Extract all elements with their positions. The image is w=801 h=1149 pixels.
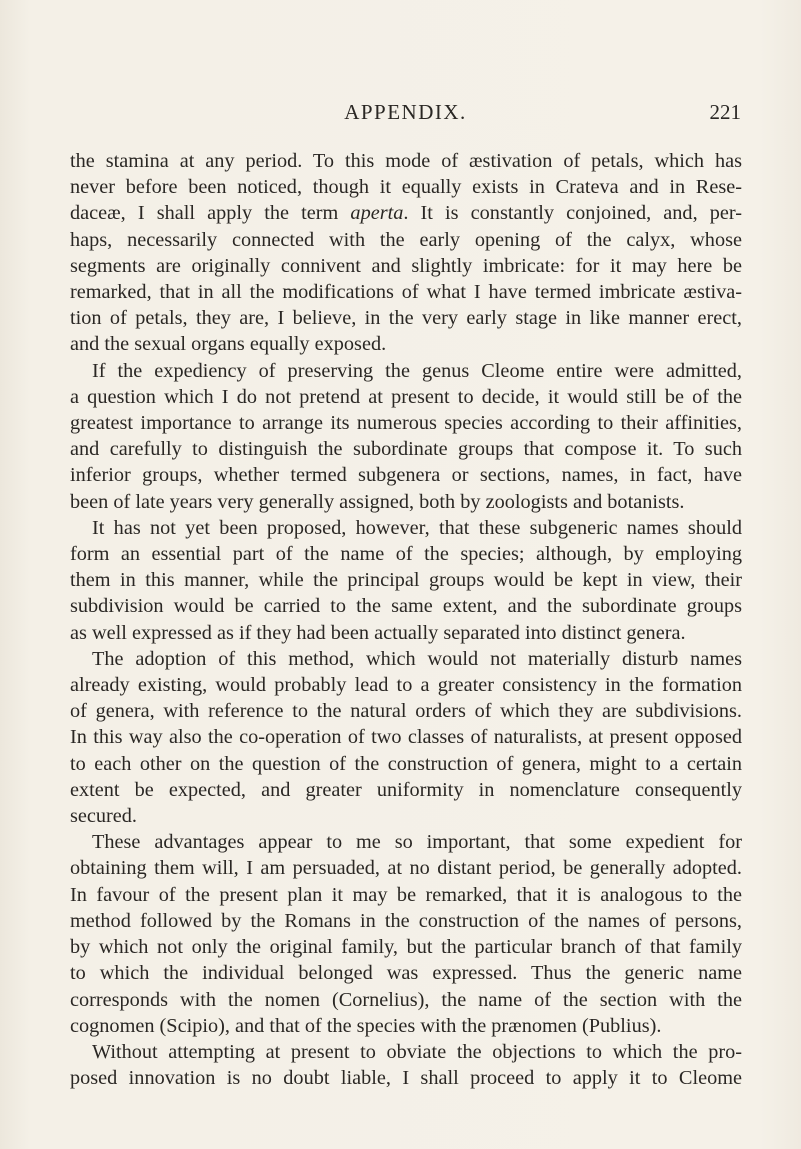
text-line: been of late years very generally assigned, both by zoologists and botanists. (70, 490, 685, 513)
text-line: to which the individual belonged was expressed. Thus the generic name (70, 962, 742, 985)
text-line: inferior groups, whether termed subgenera or sections, names, in fact, have (70, 464, 742, 487)
page-number: 221 (709, 100, 741, 124)
text-line: and the sexual organs equally exposed. (70, 333, 387, 356)
text-line: It has not yet been proposed, however, that these subgeneric names should (92, 516, 742, 539)
text-line: If the expediency of preserving the genus Cleome entire were admitted, (92, 359, 742, 382)
text-line: posed innovation is no doubt liable, I shall proceed to apply it to Cleome (70, 1067, 742, 1090)
text-line: never before been noticed, though it equally exists in Crateva and in Rese- (70, 176, 742, 199)
text-line: secured. (70, 805, 138, 828)
text-line: extent be expected, and greater uniformity in nomenclature consequently (70, 778, 742, 801)
text-line: segments are originally connivent and slightly imbricate: for it may here be (70, 254, 742, 277)
text-line: the stamina at any period. To this mode of æstivation of petals, which has (70, 150, 742, 172)
text-line: of genera, with reference to the natural orders of which they are subdivisions. (70, 700, 742, 723)
text-line: and carefully to distinguish the subordinate groups that compose it. To such (70, 438, 742, 461)
italic-term: aperta (350, 202, 404, 225)
text-line: as well expressed as if they had been actually separated into distinct genera. (70, 621, 686, 644)
text-line: haps, necessarily connected with the early opening of the calyx, whose (70, 228, 742, 251)
text-line: In this way also the co-operation of two classes of naturalists, at present opposed (70, 726, 742, 749)
text-line: In favour of the present plan it may be remarked, that it is analogous to the (70, 883, 742, 906)
text-line: remarked, that in all the modifications of what I have termed imbricate æstiva- (70, 281, 742, 304)
text-line: The adoption of this method, which would not materially disturb names (92, 647, 742, 670)
text-line: Without attempting at present to obviate the objections to which the pro- (92, 1040, 742, 1063)
text-line: method followed by the Romans in the construction of the names of persons, (70, 909, 742, 932)
text-line: to each other on the question of the construction of genera, might to a certain (70, 752, 742, 775)
text-line: tion of petals, they are, I believe, in the very early stage in like manner erect, (70, 307, 742, 330)
text-line: obtaining them will, I am persuaded, at no distant period, be generally adopted. (70, 857, 742, 880)
text-line: subdivision would be carried to the same extent, and the subordinate groups (70, 595, 742, 618)
page-header (70, 100, 741, 130)
text-line: a question which I do not pretend at present to decide, it would still be of the (70, 385, 742, 408)
text-line: them in this manner, while the principal groups would be kept in view, their (70, 569, 742, 592)
running-title: APPENDIX. (344, 100, 467, 124)
text-line: These advantages appear to me so important, that some expedient for (92, 831, 742, 854)
text-line: already existing, would probably lead to a greater consistency in the formation (70, 674, 742, 697)
text-line (70, 200, 742, 226)
text-line-part: . It is constantly conjoined, and, per- (403, 202, 742, 225)
text-line: greatest importance to arrange its numerous species according to their affinities, (70, 412, 742, 435)
text-line: corresponds with the nomen (Cornelius), the name of the section with the (70, 988, 742, 1011)
body-text (70, 148, 742, 1091)
text-line: form an essential part of the name of the species; although, by employing (70, 543, 742, 566)
text-line: by which not only the original family, but the particular branch of that family (70, 936, 742, 959)
text-line-part: daceæ, I shall apply the term (70, 202, 351, 225)
text-line: cognomen (Scipio), and that of the species with the prænomen (Publius). (70, 1014, 662, 1037)
